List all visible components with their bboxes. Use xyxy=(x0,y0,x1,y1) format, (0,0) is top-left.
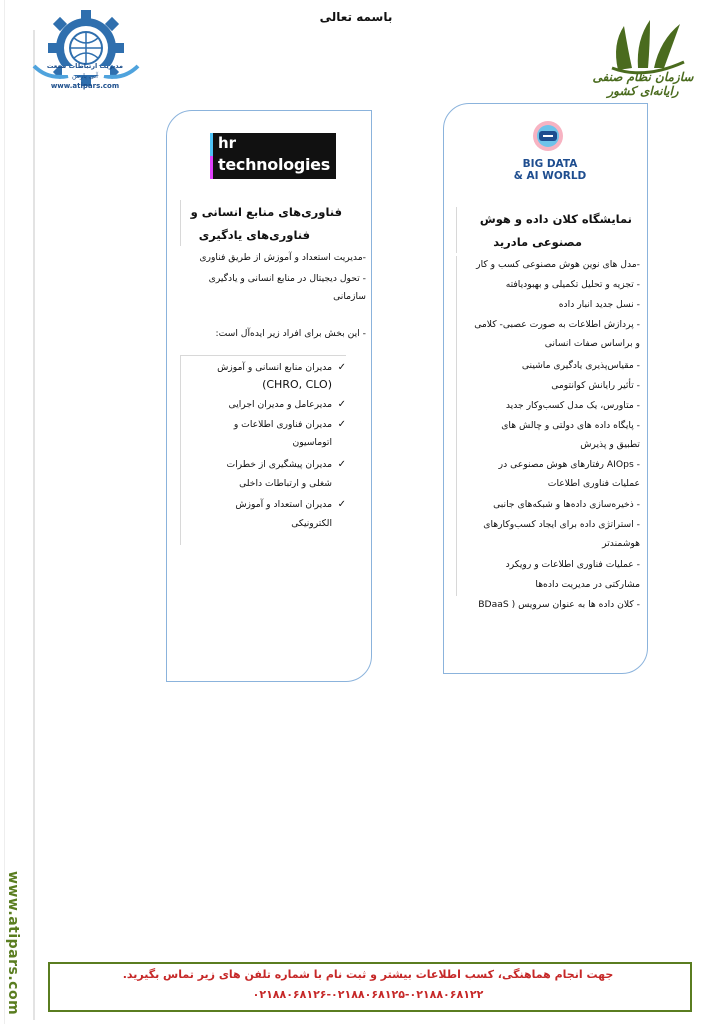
bd-item: - نسل جدید انبار داده xyxy=(558,299,640,310)
check-item xyxy=(190,396,346,413)
bd-card-title-line2: مصنوعی مادرید xyxy=(493,235,582,249)
check-item-cont xyxy=(190,515,346,532)
check-item-cont xyxy=(190,434,346,451)
side-url: www.atipars.com xyxy=(5,871,21,1016)
check-item-text: (CHRO, CLO) xyxy=(262,378,332,391)
left-logo-url: www.atipars.com xyxy=(50,82,120,90)
divider xyxy=(180,355,181,545)
hr-item-2: - تحول دیجیتال در منابع انسانی و یادگیری xyxy=(208,273,366,284)
bd-item: و براساس صفات انسانی xyxy=(544,338,640,349)
hr-logo-accent-bar xyxy=(210,133,213,179)
bd-item: - AIOps رفتارهای هوش مصنوعی در xyxy=(498,459,640,470)
bd-item: - متاورس، یک مدل کسب‌وکار جدید xyxy=(505,400,640,411)
footer-phone-numbers: ۰۲۱۸۸۰۶۸۱۲۶-۰۲۱۸۸۰۶۸۱۲۵-۰۲۱۸۸۰۶۸۱۲۲ xyxy=(252,988,484,1001)
hr-item-3: سازمانی xyxy=(333,291,366,302)
big-data-ai-icon xyxy=(530,119,566,153)
bd-card-title-line1: نمایشگاه کلان داده و هوش xyxy=(479,212,632,226)
check-item-text: اتوماسیون xyxy=(292,437,332,448)
check-icon: ✓ xyxy=(337,399,346,410)
big-data-logo-line2: & AI WORLD xyxy=(513,170,587,182)
bd-item: - پایگاه داده های دولتی و چالش های xyxy=(501,420,640,431)
check-item-text: مدیران فناوری اطلاعات و xyxy=(233,419,332,430)
hr-card-title-line2: فناوری‌های یادگیری xyxy=(198,228,310,242)
bd-item: - پردازش اطلاعات به صورت عصبی- کلامی xyxy=(474,319,640,330)
check-item-cont xyxy=(190,475,346,492)
bd-item: -مدل های نوین هوش مصنوعی کسب و کار xyxy=(476,259,640,270)
check-item-text: الکترونیکی xyxy=(291,518,332,529)
check-icon: ✓ xyxy=(337,362,346,373)
check-item xyxy=(190,416,346,433)
hr-logo-line2: technologies xyxy=(218,155,330,174)
hr-item-4: - این بخش برای افراد زیر ایده‌آل است: xyxy=(215,328,366,339)
hr-card-title-line1: فناوری‌های منابع انسانی و xyxy=(190,205,342,219)
bd-item: - کلان داده ها به عنوان سرویس ( BDaaS xyxy=(478,599,640,610)
bd-item: - استراتژی داده برای ایجاد کسب‌وکارهای xyxy=(483,519,640,530)
check-icon: ✓ xyxy=(337,459,346,470)
check-item-text: مدیران پیشگیری از خطرات xyxy=(226,459,332,470)
bd-item: تطبیق و پذیرش xyxy=(580,439,640,450)
check-item xyxy=(190,456,346,473)
page-title: باسمه تعالی xyxy=(319,10,393,24)
hr-technologies-logo xyxy=(210,133,336,179)
left-logo-name: مدیریت ارتباطات صنعت xyxy=(46,62,124,70)
left-logo-sub: آتی پارس xyxy=(72,72,98,80)
check-icon: ✓ xyxy=(337,499,346,510)
bd-item: مشارکتی در مدیریت داده‌ها xyxy=(535,579,640,590)
bd-item: هوشمندتر xyxy=(602,538,640,549)
check-item xyxy=(190,359,346,376)
right-logo-text: سازمان نظام صنفی رایانه‌ای کشور xyxy=(592,70,694,98)
divider xyxy=(456,207,457,253)
check-item-text: مدیران استعداد و آموزش xyxy=(235,499,332,510)
footer-contact-text: جهت انجام هماهنگی، کسب اطلاعات بیشتر و ثبت نام با شماره تلفن های زیر تماس بگیرید. xyxy=(122,968,614,981)
hr-logo-line1: hr xyxy=(218,134,237,152)
check-item xyxy=(190,496,346,513)
bd-item: - تجزیه و تحلیل تکمیلی و بهبودیافته xyxy=(505,279,640,290)
bd-item: - ذخیره‌سازی داده‌ها و شبکه‌های جانبی xyxy=(493,499,640,510)
check-item-text: مدیرعامل و مدیران اجرایی xyxy=(228,399,332,410)
bd-item: - مقیاس‌پذیری یادگیری ماشینی xyxy=(521,360,640,371)
check-item-cont xyxy=(190,376,346,393)
hr-item-1: -مدیریت استعداد و آموزش از طریق فناوری xyxy=(199,252,366,263)
bd-item: - عملیات فناوری اطلاعات و رویکرد xyxy=(505,559,640,570)
divider xyxy=(180,355,346,356)
check-icon: ✓ xyxy=(337,419,346,430)
bd-item: عملیات فناوری اطلاعات xyxy=(547,478,640,489)
check-item-text: شغلی و ارتباطات داخلی xyxy=(239,478,332,489)
bd-item: - تأثیر رایانش کوانتومی xyxy=(551,380,640,391)
divider xyxy=(180,200,181,246)
check-item-text: مدیران منابع انسانی و آموزش xyxy=(217,362,332,373)
page-margin-line xyxy=(33,30,35,1020)
big-data-logo-line1: BIG DATA xyxy=(522,158,578,170)
